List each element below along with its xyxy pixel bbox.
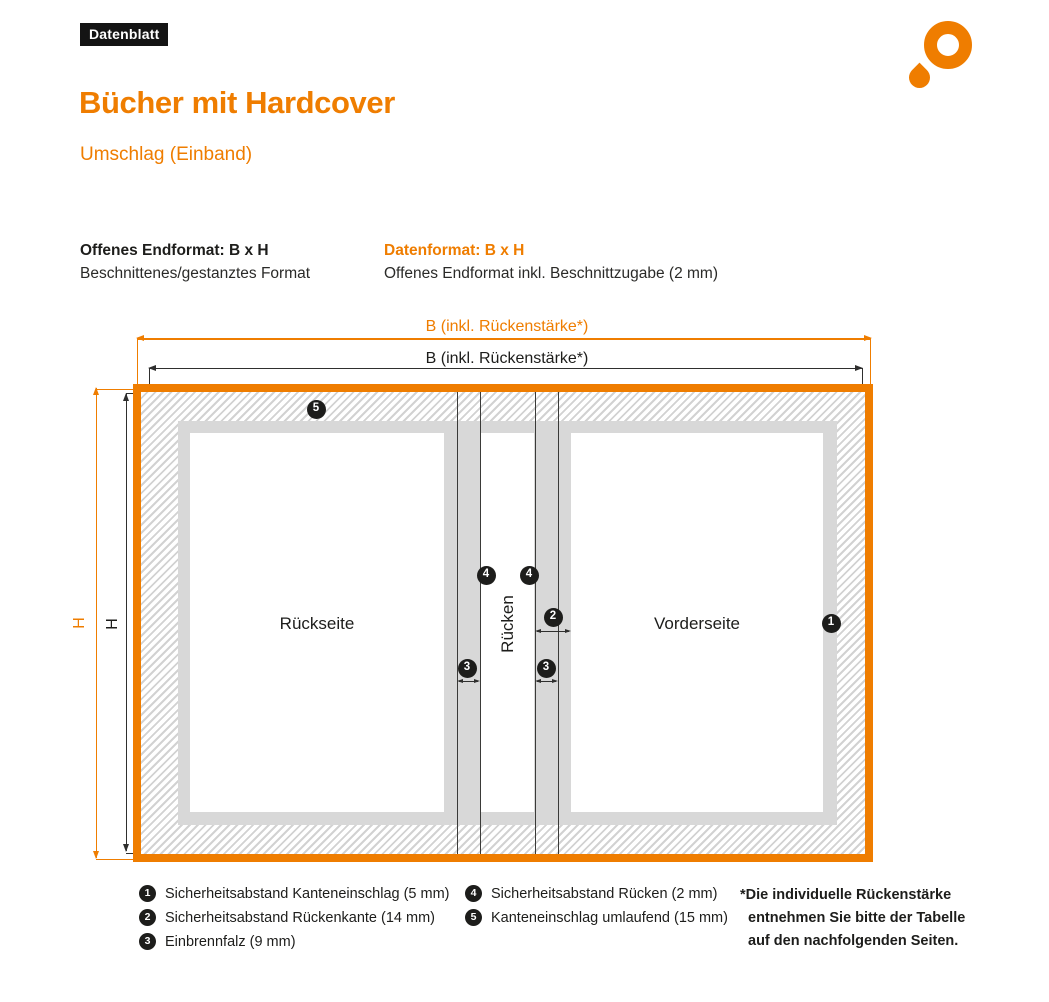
- legend-text-2: Sicherheitsabstand Rückenkante (14 mm): [165, 909, 435, 926]
- footnote-line-2: entnehmen Sie bitte der Tabelle: [748, 910, 966, 926]
- spine-thickness-footnote: [740, 884, 978, 953]
- dimension-height-outer-label: H: [71, 617, 88, 629]
- format-info-right: [384, 239, 718, 285]
- arrowhead-left-icon: [535, 629, 541, 633]
- fold-line: [480, 392, 482, 854]
- front-cover-label: Vorderseite: [654, 614, 740, 633]
- legend-marker-1: 1: [139, 885, 156, 902]
- legend-marker-5: 5: [465, 909, 482, 926]
- logo-drop-icon: [905, 63, 935, 93]
- open-format-heading: Offenes Endformat: B x H: [80, 242, 269, 259]
- legend-marker-4: 4: [465, 885, 482, 902]
- legend-marker-3: 3: [139, 933, 156, 950]
- arrowhead-down-icon: [123, 844, 129, 852]
- arrowhead-right-icon: [565, 629, 571, 633]
- page-subtitle: Umschlag (Einband): [80, 144, 253, 165]
- dimension-height-inner-label: H: [104, 618, 121, 630]
- legend-text-5: Kanteneinschlag umlaufend (15 mm): [491, 909, 728, 926]
- legend-text-1: Sicherheitsabstand Kanteneinschlag (5 mm): [165, 885, 450, 902]
- cover-diagram: [133, 384, 873, 862]
- page-title: Bücher mit Hardcover: [79, 85, 395, 120]
- legend-item-5: [465, 909, 728, 926]
- arrowhead-right-icon: [474, 679, 480, 683]
- arrowhead-left-icon: [535, 679, 541, 683]
- back-cover-label: Rückseite: [279, 614, 355, 633]
- marker-1: 1: [822, 614, 841, 633]
- marker-5: 5: [307, 400, 326, 419]
- marker-4-right: 4: [520, 566, 539, 585]
- fold-line: [535, 392, 537, 854]
- legend-item-4: [465, 885, 717, 902]
- dimension-width-inner-label: B (inkl. Rückenstärke*): [425, 350, 589, 367]
- spine-label: Rücken: [497, 595, 517, 653]
- legend-marker-2: 2: [139, 909, 156, 926]
- marker-4-left: 4: [477, 566, 496, 585]
- marker-2: 2: [544, 608, 563, 627]
- footnote-line-1: *Die individuelle Rückenstärke: [740, 887, 952, 903]
- legend-text-3: Einbrennfalz (9 mm): [165, 933, 296, 950]
- dimension-width-outer-label: B (inkl. Rückenstärke*): [425, 318, 589, 335]
- legend-item-3: [139, 933, 296, 950]
- marker-3-left: 3: [458, 659, 477, 678]
- legend-item-1: [139, 885, 450, 902]
- marker-3-right: 3: [537, 659, 556, 678]
- open-format-description: Beschnittenes/gestanztes Format: [80, 265, 311, 282]
- arrowhead-left-icon: [457, 679, 463, 683]
- footnote-line-3: auf den nachfolgenden Seiten.: [748, 933, 959, 949]
- fold-line: [457, 392, 459, 854]
- data-format-description: Offenes Endformat inkl. Beschnittzugabe (2 mm): [384, 265, 718, 282]
- format-info-left: [80, 239, 310, 285]
- arrowhead-right-icon: [552, 679, 558, 683]
- logo-ring-icon: [924, 21, 972, 69]
- data-format-heading: Datenformat: B x H: [384, 242, 525, 259]
- legend-item-2: [139, 909, 435, 926]
- legend-text-4: Sicherheitsabstand Rücken (2 mm): [491, 885, 718, 902]
- document-type-badge: Datenblatt: [80, 23, 168, 46]
